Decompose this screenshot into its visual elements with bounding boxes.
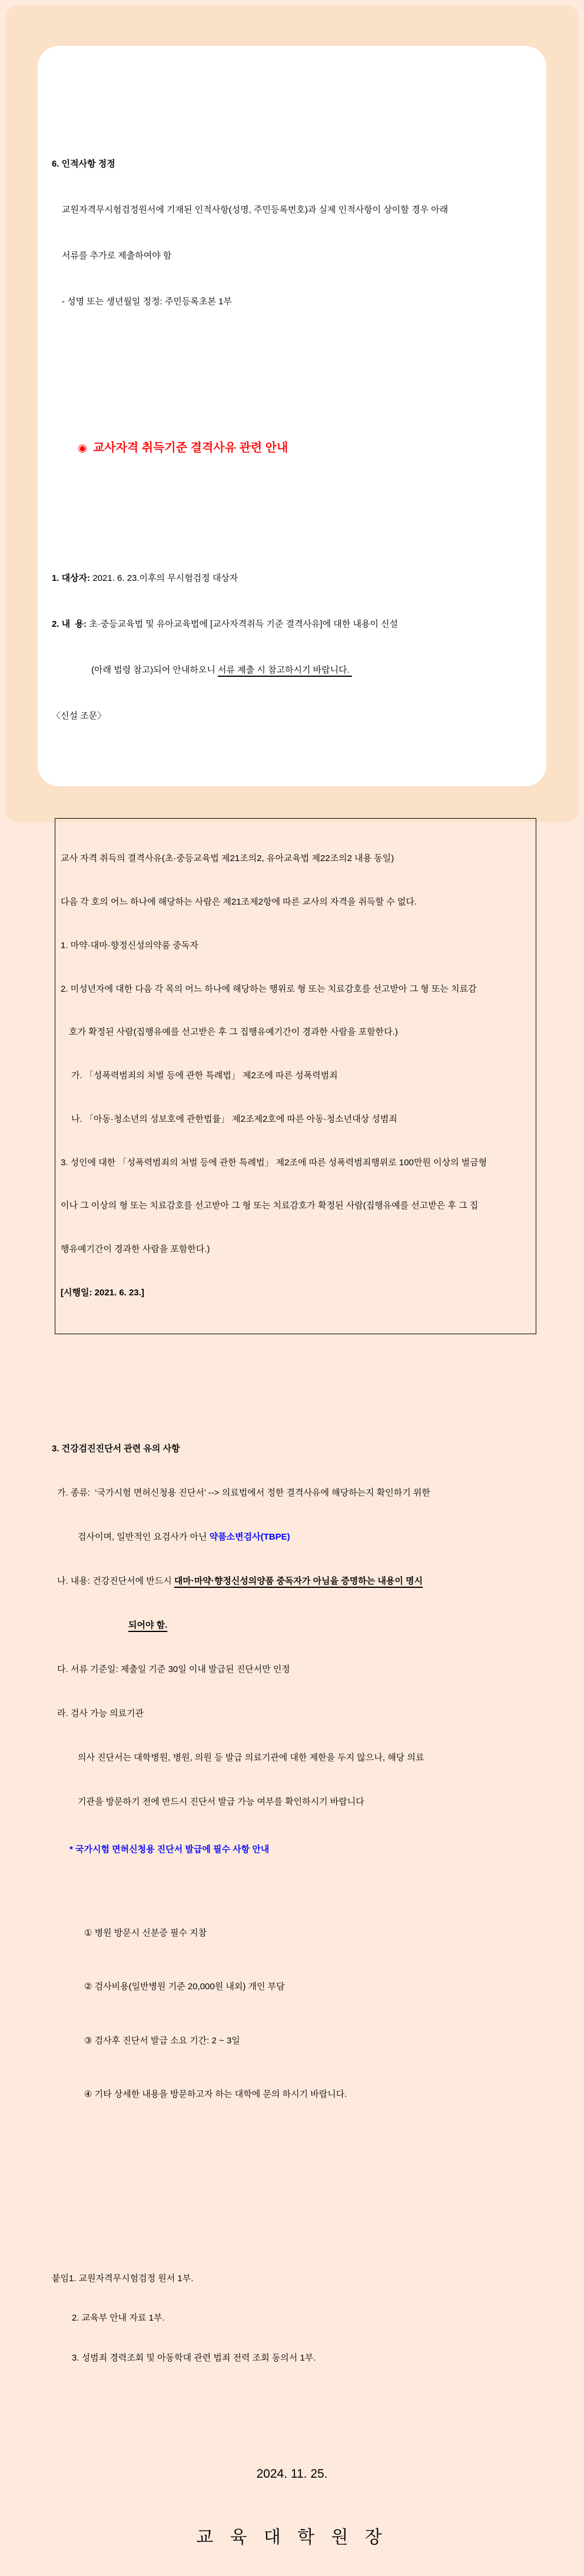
law-excerpt-box — [55, 818, 536, 1334]
law-line: 1. 마약·대마·향정신성의약품 중독자 — [61, 940, 198, 950]
diagnosis-steps-list — [52, 1889, 532, 2140]
correction-section — [52, 126, 532, 340]
notice-content-continuation — [52, 663, 532, 678]
notice-section — [52, 540, 532, 754]
law-line: 호가 확정된 사람(집행유예를 선고받은 후 그 집행유예기간이 경과한 사람을 포함한다.) — [69, 1027, 398, 1038]
notice-content-text: 초·중등교육법 및 유아교육법에 [교사자격취득 기준 결격사유]에 대한 내용이 신설 — [87, 619, 399, 629]
signature-title: 교 육 대 학 원 장 — [196, 2528, 388, 2548]
law-line: 3. 성인에 대한 「성폭력범죄의 처벌 등에 관한 특례법」 제2조에 따른 성폭력범죄행위로 100만원 이상의 벌금형 — [61, 1157, 487, 1168]
law-effective-date: [시행일: 2021. 6. 23.] — [61, 1288, 144, 1298]
new-clause-heading: 〈신설 조문〉 — [52, 711, 107, 721]
health-content-label: 나. 내용: 건강진단서에 반드시 — [57, 1575, 174, 1586]
health-org-line: 라. 검사 가능 의료기관 — [57, 1708, 144, 1719]
correction-line: 교원자격무시험검정원서에 기재된 인적사항(성명, 주민등록번호)과 실제 인적사항이 상이할 경우 아래 — [62, 205, 449, 215]
health-section-title: 3. 건강검진진단서 관련 유의 사항 — [52, 1443, 180, 1454]
law-line: 행유예기간이 경과한 사람을 포함한다.) — [61, 1244, 210, 1255]
health-date-line: 다. 서류 기준일: 제출일 기준 30일 이내 발급된 진단서만 인정 — [57, 1664, 290, 1674]
health-content-underlined: 대마·마약·향정신성의양품 중독자가 아님을 증명하는 내용이 명시 — [174, 1575, 423, 1586]
health-org-continuation: 의사 진단서는 대학병원, 병원, 의원 등 발급 의료기관에 대한 제한을 두지 않으나, 해당 의료 — [78, 1752, 424, 1763]
law-line: 교사 자격 취득의 결격사유(초·중등교육법 제21조의2, 유아교육법 제22조의2 내용 동일) — [61, 853, 394, 864]
notice-content-cont-underlined: 서류 제출 시 참고하시기 바랍니다. — [218, 665, 352, 675]
diagnosis-step: ② 검사비용(일반병원 기준 20,000원 내외) 개인 부담 — [84, 1982, 285, 1992]
diagnosis-step: ① 병원 방문시 신분증 필수 지참 — [84, 1927, 207, 1938]
notice-content-label: 2. 내 용: — [52, 619, 87, 629]
law-line: 이나 그 이상의 형 또는 치료감호를 선고받아 그 형 또는 치료감호가 확정된 사람(집행유예를 선고받은 후 그 집 — [61, 1201, 479, 1211]
health-type-continuation — [52, 1530, 532, 1544]
document-date: 2024. 11. 25. — [256, 2467, 328, 2481]
law-line: 나. 「아동·청소년의 성보호에 관한법률」 제2조제2호에 따른 아동·청소년대상 성범죄 — [71, 1114, 397, 1124]
health-section — [52, 1412, 532, 2169]
notice-content-line — [52, 617, 532, 632]
notice-target-text: 2021. 6. 23.이후의 무시험검정 대상자 — [90, 573, 238, 583]
health-content-underlined2: 되어야 함. — [128, 1620, 168, 1630]
diagnosis-required-note: * 국가시험 면허신청용 진단서 발급에 필수 사항 안내 — [69, 1844, 270, 1854]
diagnosis-step: ③ 검사후 진단서 발급 소요 기간: 2 ~ 3일 — [84, 2035, 240, 2046]
health-type-cont-blue: 약품소변검사(TBPE) — [209, 1531, 290, 1542]
notice-target-label: 1. 대상자: — [52, 573, 91, 583]
notice-heading-title: 교사자격 취득기준 결격사유 관련 안내 — [92, 441, 288, 454]
attachment-item: 2. 교육부 안내 자료 1부. — [72, 2313, 165, 2324]
notice-heading — [65, 421, 532, 474]
attachments-list — [52, 2246, 532, 2392]
document-content-card — [38, 46, 546, 2548]
notice-target-line — [52, 571, 532, 586]
health-content-line — [52, 1574, 532, 1588]
notice-content-cont-plain: (아래 법령 참고)되어 안내하오니 — [91, 665, 218, 675]
attachment-item: 붙임1. 교원자격무시험검정 원서 1부. — [52, 2273, 194, 2284]
correction-line: - 성명 또는 생년월일 정정: 주민등록초본 1부 — [62, 297, 232, 307]
correction-line: 서류를 추가로 제출하여야 함 — [62, 251, 172, 261]
law-line: 다음 각 호의 어느 하나에 해당하는 사람은 제21조제2항에 따른 교사의 자격을 취득할 수 없다. — [61, 896, 417, 907]
diagnosis-step: ④ 기타 상세한 내용을 방문하고자 하는 대학에 문의 하시기 바랍니다. — [84, 2089, 347, 2100]
health-type-line: 가. 종류: ‘국가시험 면허신청용 진단서’ --> 의료법에서 정한 결격사유에 해당하는지 확인하기 위한 — [57, 1487, 430, 1498]
health-type-cont-plain: 검사이며, 일반적인 요검사가 아닌 — [78, 1531, 210, 1542]
law-line: 2. 미성년자에 대한 다음 각 목의 어느 하나에 해당하는 행위로 형 또는 치료감호를 선고받아 그 형 또는 치료감 — [61, 983, 477, 994]
health-content-continuation — [52, 1618, 532, 1633]
correction-section-title: 6. 인적사항 정정 — [52, 159, 115, 169]
attachment-item: 3. 성범죄 경력조회 및 아동학대 관련 법죄 전력 조회 동의서 1부. — [72, 2352, 316, 2363]
health-org-continuation: 기관을 방문하기 전에 반드시 진단서 발급 가능 여부를 확인하시기 바랍니다 — [78, 1796, 364, 1807]
law-line: 가. 「성폭력범죄의 처벌 등에 관한 특례법」 제2조에 따른 성폭력범죄 — [71, 1071, 338, 1081]
fisheye-bullet-icon: ◉ — [78, 442, 87, 454]
